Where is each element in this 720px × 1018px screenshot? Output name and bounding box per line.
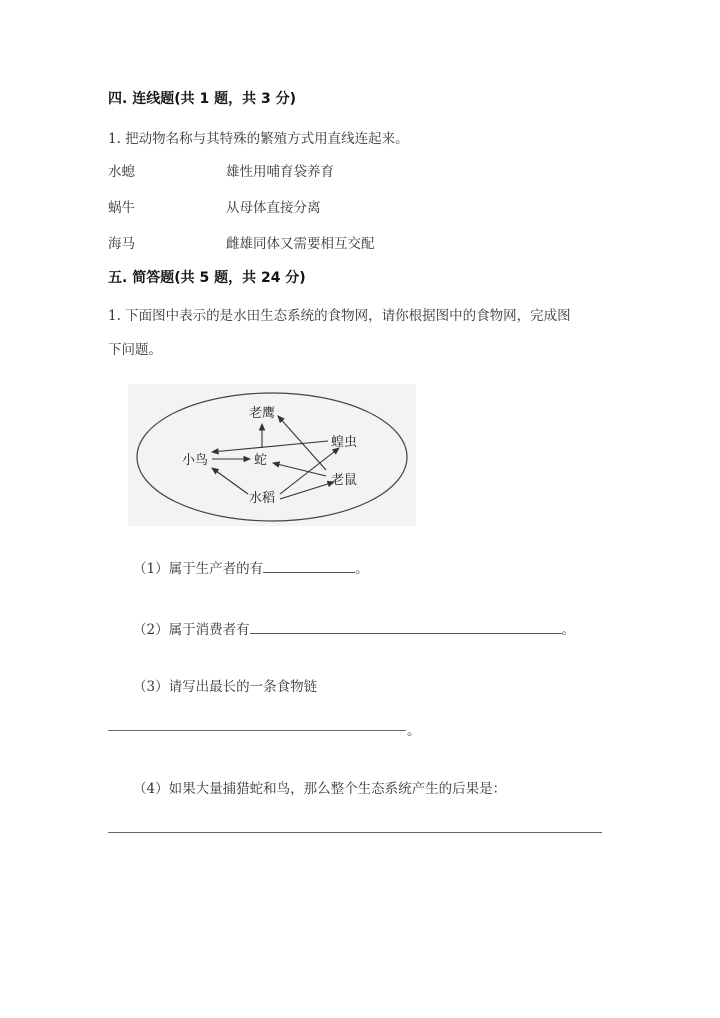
sub-question-4: （4）如果大量捕猎蛇和鸟，那么整个生态系统产生的后果是： [133,781,507,797]
section-4-title: 四. 连线题(共 1 题，共 3 分) [108,91,296,107]
sub-question-1 [133,557,369,577]
animal-item: 蜗牛 [108,200,135,216]
sub-question-1-end: 。 [355,561,369,577]
node-mouse: 老鼠 [331,473,358,488]
sub-question-3-end: 。 [407,723,421,739]
sub-question-2-label: （2）属于消费者有 [133,622,250,638]
section-5-question-line1: 1. 下面图中表示的是水田生态系统的食物网，请你根据图中的食物网，完成图 [108,308,571,324]
sub-question-2 [133,618,575,638]
method-item: 雄性用哺育袋养育 [226,164,334,180]
answer-blank-1[interactable] [263,558,355,573]
node-snake: 蛇 [254,453,268,468]
node-eagle: 老鹰 [249,406,276,421]
node-rice: 水稻 [249,491,276,506]
section-4-question: 1. 把动物名称与其特殊的繁殖方式用直线连起来。 [108,131,409,147]
node-locust: 蝗虫 [331,435,358,450]
section-5-question-line2: 下问题。 [108,342,162,358]
animal-item: 水螅 [108,164,135,180]
food-web-diagram [128,384,416,526]
node-bird: 小鸟 [182,453,209,468]
answer-blank-4[interactable] [108,832,602,833]
answer-blank-2[interactable] [250,619,562,634]
animal-item: 海马 [108,236,135,252]
method-item: 雌雄同体又需要相互交配 [226,236,375,252]
sub-question-1-label: （1）属于生产者的有 [133,561,264,577]
answer-blank-3[interactable] [108,730,406,731]
section-5-title: 五. 简答题(共 5 题，共 24 分) [108,270,306,286]
sub-question-3: （3）请写出最长的一条食物链 [133,679,318,695]
sub-question-2-end: 。 [561,622,576,638]
method-item: 从母体直接分离 [226,200,321,216]
